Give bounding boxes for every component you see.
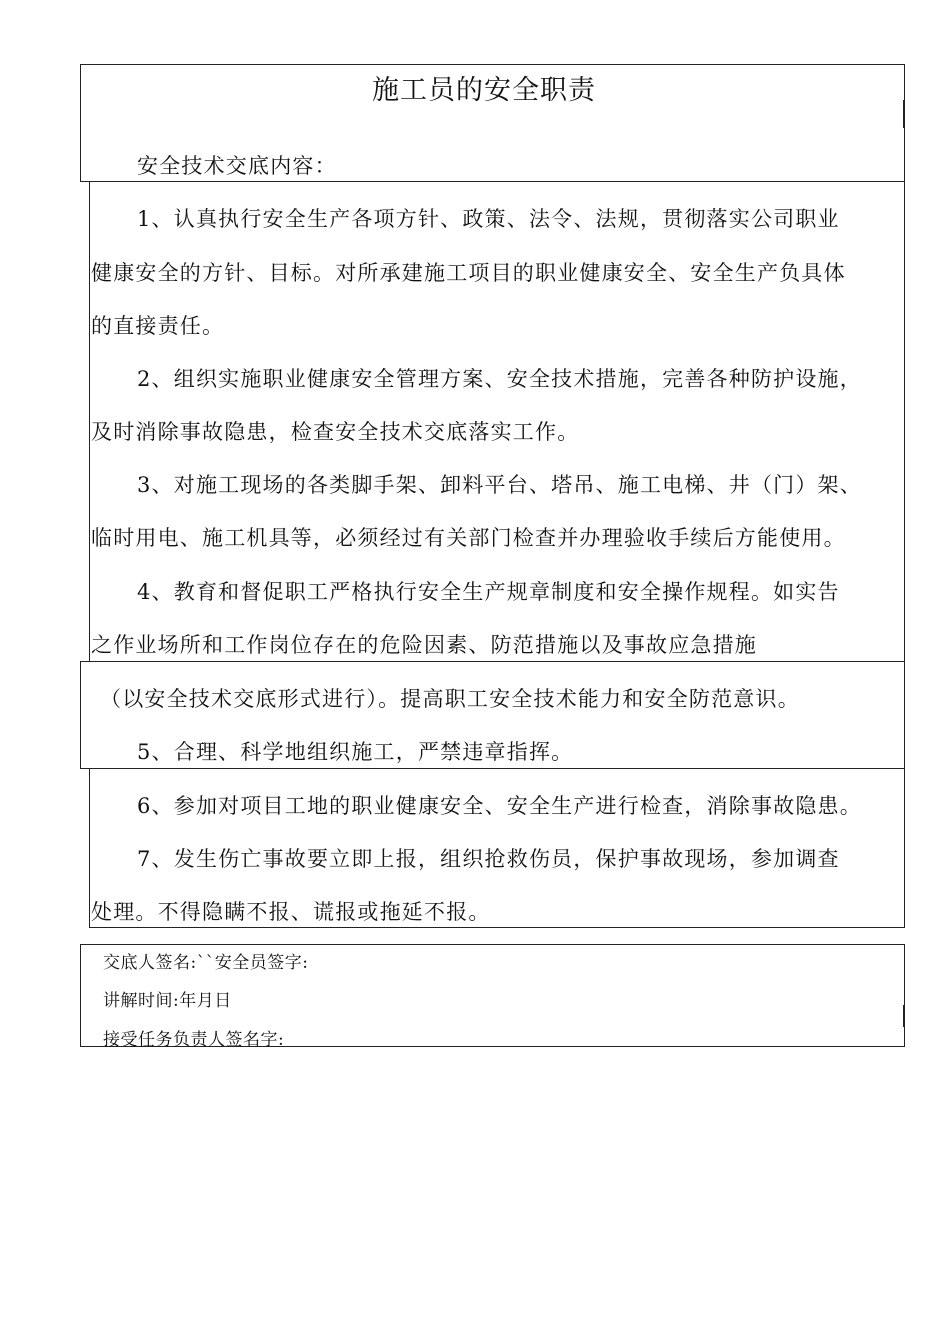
item4-line1: 4、教育和督促职工严格执行安全生产规章制度和安全操作规程。如实告 bbox=[137, 580, 840, 604]
item6-line1: 6、参加对项目工地的职业健康安全、安全生产进行检查，消除事故隐患。 bbox=[137, 794, 862, 818]
signature-line-time: 讲解时间:年月日 bbox=[103, 991, 232, 1011]
item5-line1: 5、合理、科学地组织施工，严禁违章指挥。 bbox=[137, 740, 574, 764]
item2-line1: 2、组织实施职业健康安全管理方案、安全技术措施，完善各种防护设施， bbox=[137, 367, 862, 391]
item4-line3: （以安全技术交底形式进行）。提高职工安全技术能力和安全防范意识。 bbox=[100, 687, 800, 711]
item7-line1: 7、发生伤亡事故要立即上报，组织抢救伤员，保护事故现场，参加调查 bbox=[137, 847, 840, 871]
item3-line2: 临时用电、施工机具等，必须经过有关部门检查并办理验收手续后方能使用。 bbox=[91, 526, 846, 550]
item2-line2: 及时消除事故隐患，检查安全技术交底落实工作。 bbox=[91, 420, 580, 444]
item1-line1: 1、认真执行安全生产各项方针、政策、法令、法规，贯彻落实公司职业 bbox=[137, 207, 840, 231]
item4-line2: 之作业场所和工作岗位存在的危险因素、防范措施以及事故应急措施 bbox=[91, 633, 757, 657]
signature-line-receiver: 接受任务负责人签名字: bbox=[103, 1030, 285, 1050]
item3-line1: 3、对施工现场的各类脚手架、卸料平台、塔吊、施工电梯、井（门）架、 bbox=[137, 473, 862, 497]
item7-line2: 处理。不得隐瞒不报、谎报或拖延不报。 bbox=[91, 900, 491, 924]
margin-tick bbox=[903, 100, 904, 128]
item1-line2: 健康安全的方针、目标。对所承建施工项目的职业健康安全、安全生产负具体 bbox=[91, 261, 846, 285]
signature-line-presenter: 交底人签名:``安全员签字: bbox=[103, 953, 309, 973]
section-label: 安全技术交底内容： bbox=[137, 154, 337, 178]
margin-tick-2 bbox=[903, 1005, 904, 1027]
item1-line3: 的直接责任。 bbox=[91, 314, 225, 338]
document-title: 施工员的安全职责 bbox=[372, 75, 596, 106]
